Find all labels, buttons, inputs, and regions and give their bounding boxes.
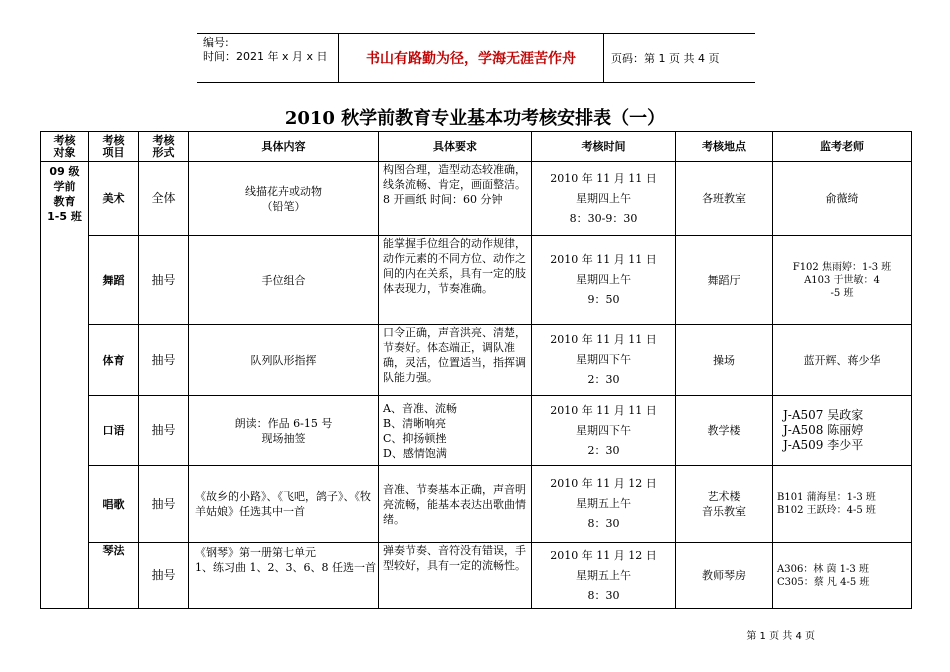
row-place: 艺术楼 音乐教室 — [676, 466, 773, 543]
header-info — [197, 34, 339, 82]
header-teacher: 监考老师 — [773, 132, 912, 162]
row-format: 抽号 — [139, 396, 189, 466]
row-teacher: F102 焦雨婷：1-3 班 A103 于世敏：4 -5 班 — [773, 236, 912, 325]
header-project: 考核 项目 — [89, 132, 139, 162]
row-time: 2010 年 11 月 11 日 星期四上午 8：30-9：30 — [532, 162, 676, 236]
header-format: 考核 形式 — [139, 132, 189, 162]
row-place: 教师琴房 — [676, 543, 773, 609]
header-slogan: 书山有路勤为径，学海无涯苦作舟 — [339, 34, 604, 82]
header-place: 考核地点 — [676, 132, 773, 162]
page-header — [197, 33, 755, 83]
time-label: 时间：2021 年 x 月 x 日 — [203, 50, 328, 63]
row-requirement: 口令正确，声音洪亮、清楚，节奏好。体态端正，调队准确，灵活，位置适当，指挥调队能力强。 — [379, 325, 532, 396]
table-row — [41, 396, 912, 466]
row-requirement: 弹奏节奏、音符没有错误，手型较好，具有一定的流畅性。 — [379, 543, 532, 609]
header-row — [41, 132, 912, 162]
document-title: 2010 秋学前教育专业基本功考核安排表（一） — [284, 108, 666, 129]
table-row — [41, 325, 912, 396]
table-row — [41, 236, 912, 325]
header-time: 考核时间 — [532, 132, 676, 162]
header-object: 考核 对象 — [41, 132, 89, 162]
row-place: 各班教室 — [676, 162, 773, 236]
row-time: 2010 年 11 月 12 日 星期五上午 8：30 — [532, 543, 676, 609]
row-format: 抽号 — [139, 236, 189, 325]
row-content: 手位组合 — [189, 236, 379, 325]
row-place: 舞蹈厅 — [676, 236, 773, 325]
row-content: 朗读：作品 6-15 号 现场抽签 — [189, 396, 379, 466]
header-content: 具体内容 — [189, 132, 379, 162]
row-project: 美术 — [89, 162, 139, 236]
row-content: 《故乡的小路》、《飞吧，鸽子》、《牧羊姑娘》任选其中一首 — [189, 466, 379, 543]
schedule-table — [40, 131, 912, 609]
row-format: 抽号 — [139, 543, 189, 609]
row-requirement: 构图合理，造型动态较准确，线条流畅、肯定，画面整洁。 8 开画纸 时间：60 分钟 — [379, 162, 532, 236]
row-project: 唱歌 — [89, 466, 139, 543]
row-time: 2010 年 11 月 11 日 星期四下午 2：30 — [532, 325, 676, 396]
number-label: 编号: — [203, 36, 229, 49]
row-format: 全体 — [139, 162, 189, 236]
row-teacher: B101 蒲海星：1-3 班 B102 王跃玲：4-5 班 — [773, 466, 912, 543]
row-content: 线描花卉或动物 （铅笔） — [189, 162, 379, 236]
row-time: 2010 年 11 月 11 日 星期四下午 2：30 — [532, 396, 676, 466]
row-content: 《钢琴》第一册第七单元 1、练习曲 1、2、3、6、8 任选一首 — [189, 543, 379, 609]
row-content: 队列队形指挥 — [189, 325, 379, 396]
row-format: 抽号 — [139, 466, 189, 543]
row-teacher: J-A507 吴政家 J-A508 陈丽婷 J-A509 李少平 — [773, 396, 912, 466]
row-requirement: 能掌握手位组合的动作规律，动作元素的不同方位、动作之间的内在关系，具有一定的肢体表现力，节奏准确。 — [379, 236, 532, 325]
table-row — [41, 162, 912, 236]
row-project: 琴法 — [89, 543, 139, 609]
row-teacher: 俞薇绮 — [773, 162, 912, 236]
row-format: 抽号 — [139, 325, 189, 396]
page-footer: 第 1 页 共 4 页 — [746, 631, 815, 642]
header-page-label: 页码：第 1 页 共 4 页 — [611, 52, 720, 65]
row-requirement: A、音准、流畅 B、清晰响亮 C、抑扬顿挫 D、感情饱满 — [379, 396, 532, 466]
row-project: 口语 — [89, 396, 139, 466]
row-place: 操场 — [676, 325, 773, 396]
exam-object: 09 级 学前 教育 1-5 班 — [41, 162, 89, 609]
row-place: 教学楼 — [676, 396, 773, 466]
row-time: 2010 年 11 月 11 日 星期四上午 9：50 — [532, 236, 676, 325]
row-requirement: 音准、节奏基本正确，声音明亮流畅，能基本表达出歌曲情绪。 — [379, 466, 532, 543]
row-teacher: A306：林 茵 1-3 班 C305：蔡 凡 4-5 班 — [773, 543, 912, 609]
table-row — [41, 466, 912, 543]
header-requirement: 具体要求 — [379, 132, 532, 162]
row-project: 舞蹈 — [89, 236, 139, 325]
table-row — [41, 543, 912, 609]
row-teacher: 蓝开辉、蒋少华 — [773, 325, 912, 396]
row-time: 2010 年 11 月 12 日 星期五上午 8：30 — [532, 466, 676, 543]
row-project: 体育 — [89, 325, 139, 396]
